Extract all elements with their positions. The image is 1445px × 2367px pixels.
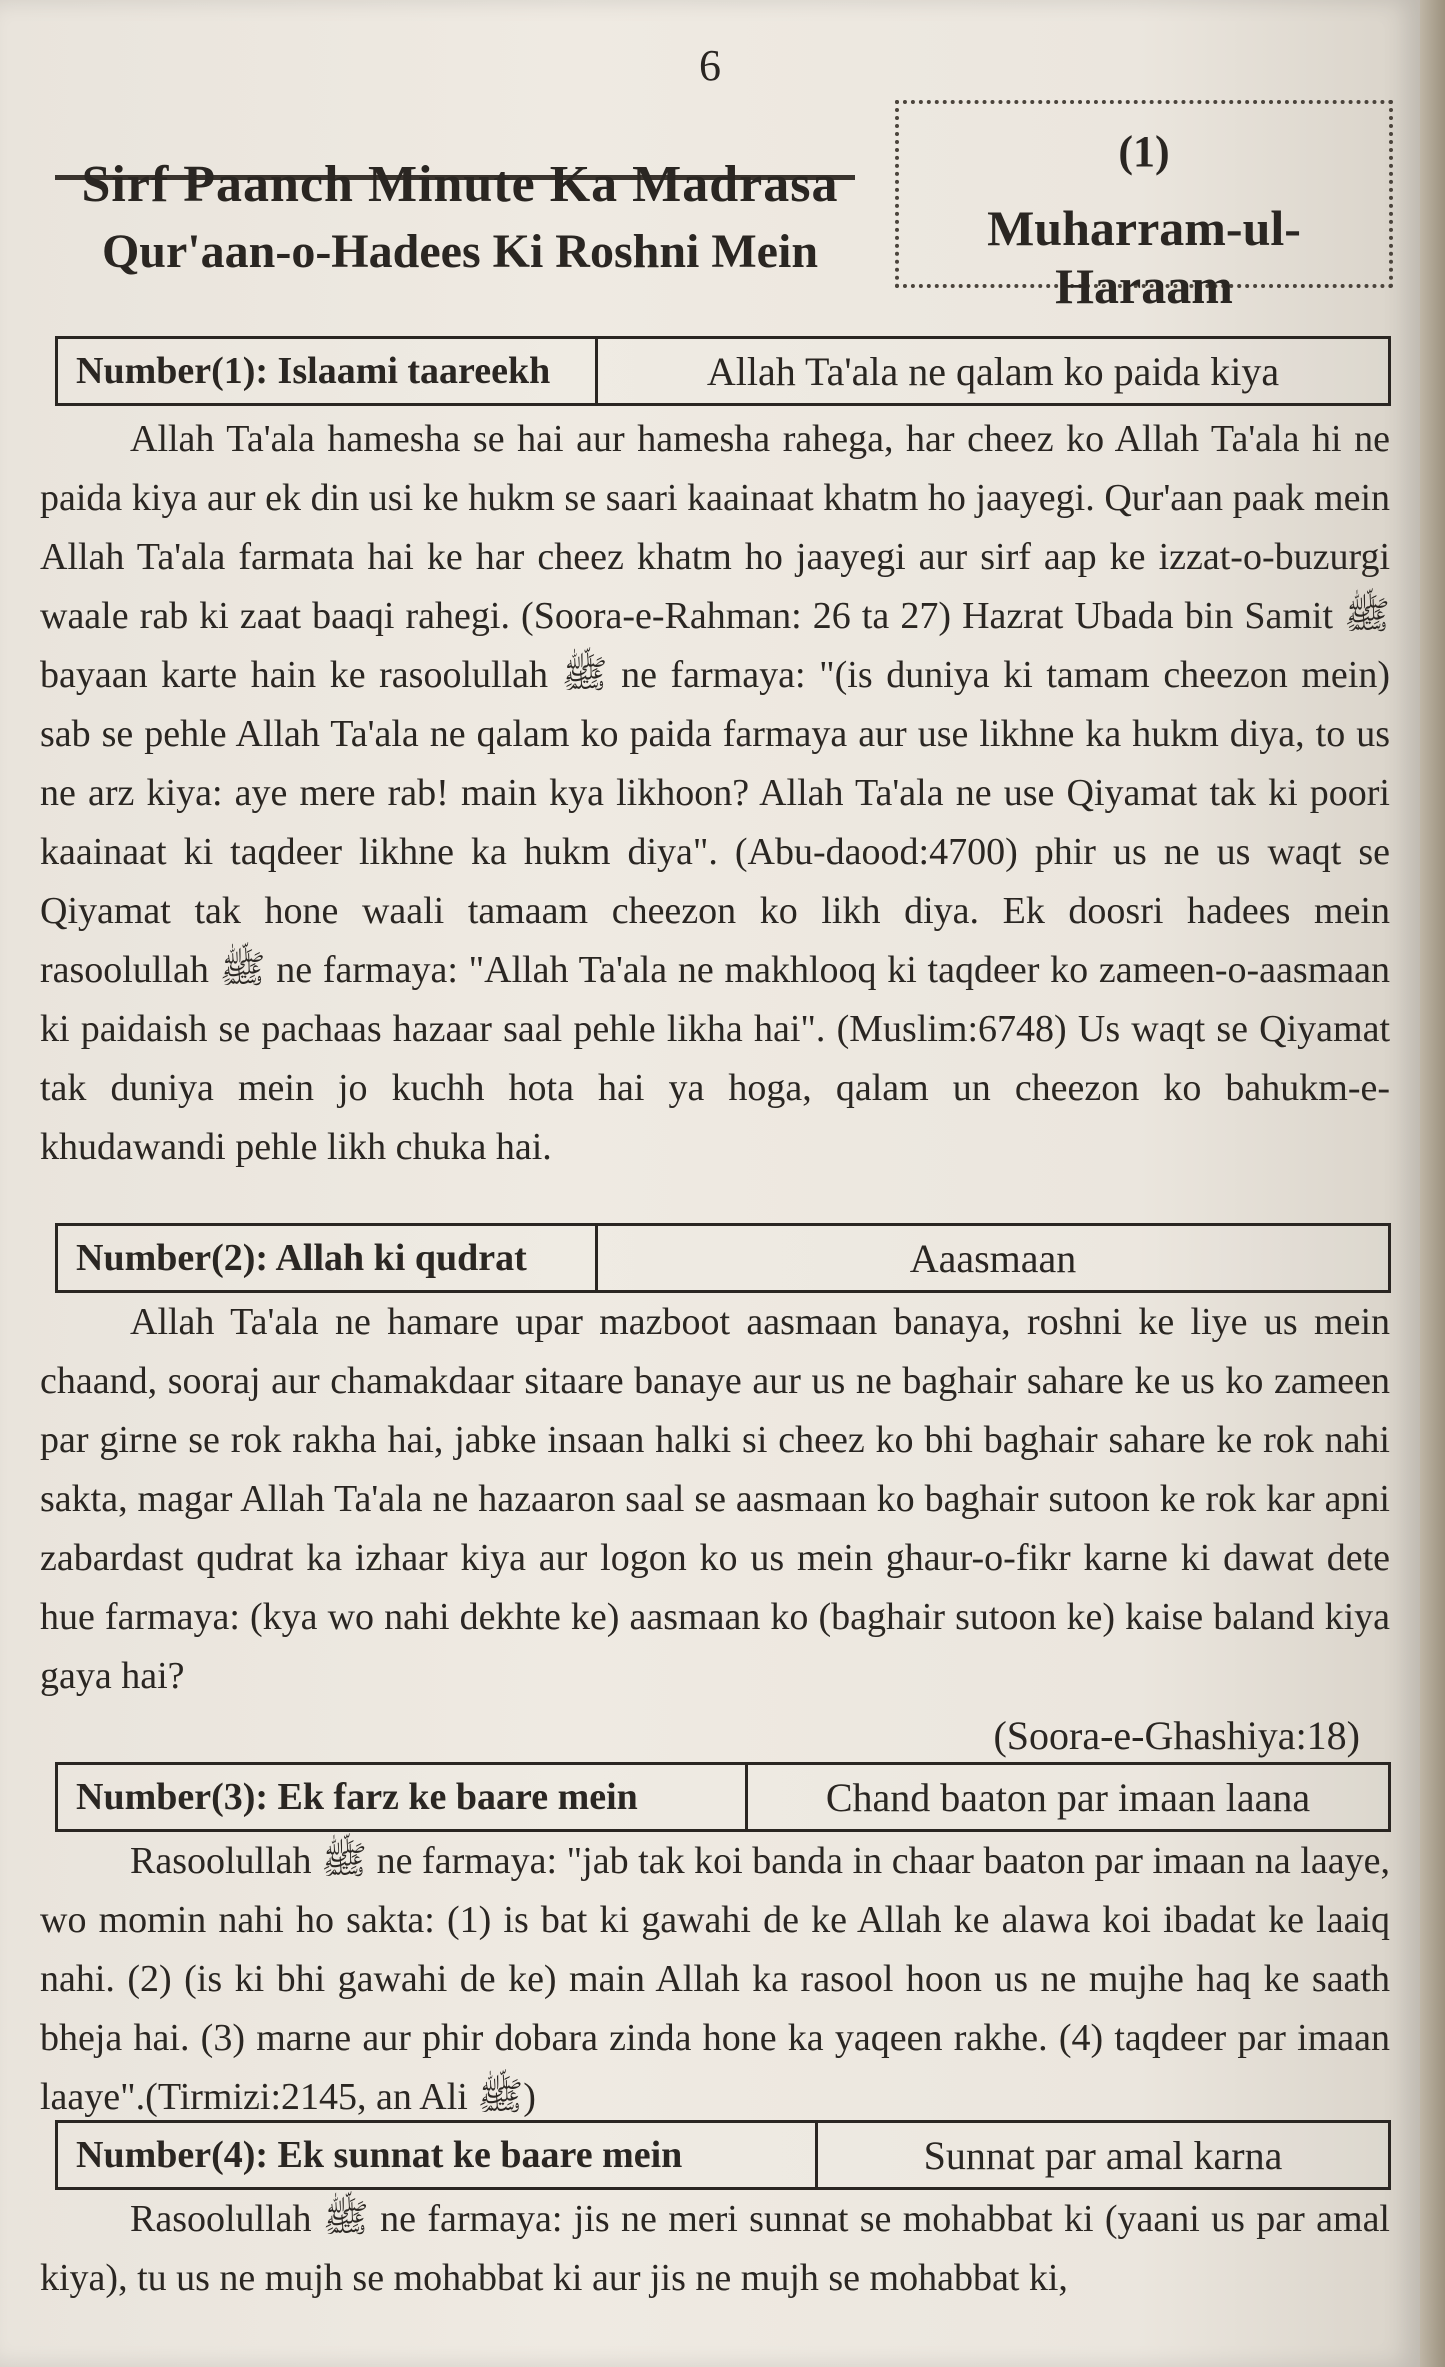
section-1-header: [55, 336, 1391, 406]
header-titles: [60, 120, 860, 279]
section-4-header: [55, 2120, 1391, 2190]
section-3-text: Rasoolullah ﷺ ne farmaya: "jab tak koi banda in chaar baaton par imaan na laaye, wo momin nahi ho sakta: (1) is bat ki gawahi de ke Allah ke alawa koi ibadat ke laaiq nahi. (2) (is ki bhi gawahi de ke) main Allah ka rasool hoon us ne mujhe haq ke saath bheja hai. (3) marne aur phir dobara zinda hone ka yaqeen rakhe. (4) taqdeer par imaan laaye".(Tirmizi:2145, an Ali ﷺ): [40, 1840, 1391, 2118]
section-1-text: Allah Ta'ala hamesha se hai aur hamesha rahega, har cheez ko Allah Ta'ala hi ne paida kiya aur ek din usi ke hukm se saari kaainaat khatm ho jaayegi. Qur'aan paak mein Allah Ta'ala farmata hai ke har cheez khatm ho jaayegi aur sirf aap ke izzat-o-buzurgi waale rab ki zaat baaqi rahegi. (Soora-e-Rahman: 26 ta 27) Hazrat Ubada bin Samit ﷺ bayaan karte hain ke rasoolullah ﷺ ne farmaya: "(is duniya ki tamam cheezon mein) sab se pehle Allah Ta'ala ne qalam ko paida farmaya aur use likhne ka hukm diya, to us ne arz kiya: aye mere rab! main kya likhoon? Allah Ta'ala ne use Qiyamat tak ki poori kaainaat ki taqdeer likhne ka hukm diya". (Abu-daood:4700) phir us ne us waqt se Qiyamat tak hone waali tamaam cheezon ko likh diya. Ek doosri hadees mein rasoolullah ﷺ ne farmaya: "Allah Ta'ala ne makhlooq ki taqdeer ko zameen-o-aasmaan ki paidaish se pachaas hazaar saal pehle likha hai". (Muslim:6748) Us waqt se Qiyamat tak duniya mein jo kuchh hota hai ya hoga, qalam un cheezon ko bahukm-e- khudawandi pehle likh chuka hai.: [40, 418, 1390, 1168]
section-2-topic: Aaasmaan: [909, 1235, 1077, 1281]
date-box: [895, 100, 1393, 314]
section-4-label: Number(4): Ek sunnat ke baare mein: [58, 2123, 818, 2187]
section-1-label: Number(1): Islaami taareekh: [58, 339, 598, 403]
month-name: Muharram-ul-Haraam: [987, 200, 1301, 314]
section-3-label: Number(3): Ek farz ke baare mein: [58, 1765, 748, 1829]
section-4-text: Rasoolullah ﷺ ne farmaya: jis ne meri sunnat se mohabbat ki (yaani us par amal kiya), tu us ne mujh se mohabbat ki aur jis ne mujh se mohabbat ki,: [40, 2198, 1390, 2299]
book-subtitle: Qur'aan-o-Hadees Ki Roshni Mein: [101, 225, 819, 278]
section-2-label: Number(2): Allah ki qudrat: [58, 1226, 598, 1290]
section-3-topic: Chand baaton par imaan laana: [825, 1774, 1311, 1820]
section-4-topic: Sunnat par amal karna: [923, 2132, 1283, 2178]
section-2-header: [55, 1223, 1391, 1293]
page-number: 6: [699, 41, 721, 90]
section-3-header: [55, 1762, 1391, 1832]
section-2-reference: (Soora-e-Ghashiya:18): [993, 1713, 1360, 1758]
day-number: (1): [1118, 127, 1170, 176]
book-title: Sirf Paanch Minute Ka Madrasa: [81, 156, 839, 213]
section-2-text: Allah Ta'ala ne hamare upar mazboot aasmaan banaya, roshni ke liye us mein chaand, sooraj aur chamakdaar sitaare banaye aur us ne baghair sahare ke us ko zameen par girne se rok rakha hai, jabke insaan halki si cheez ko bhi baghair sahare ke rok nahi sakta, magar Allah Ta'ala ne hazaaron saal se aasmaan ko baghair sutoon ke rok kar apni zabardast qudrat ka izhaar kiya aur logon ko us mein ghaur-o-fikr karne ki dawat dete hue farmaya: (kya wo nahi dekhte ke) aasmaan ko (baghair sutoon ke) kaise baland kiya gaya hai?: [40, 1301, 1390, 1697]
section-1-topic: Allah Ta'ala ne qalam ko paida kiya: [706, 348, 1280, 394]
book-binding: [1420, 0, 1445, 2367]
